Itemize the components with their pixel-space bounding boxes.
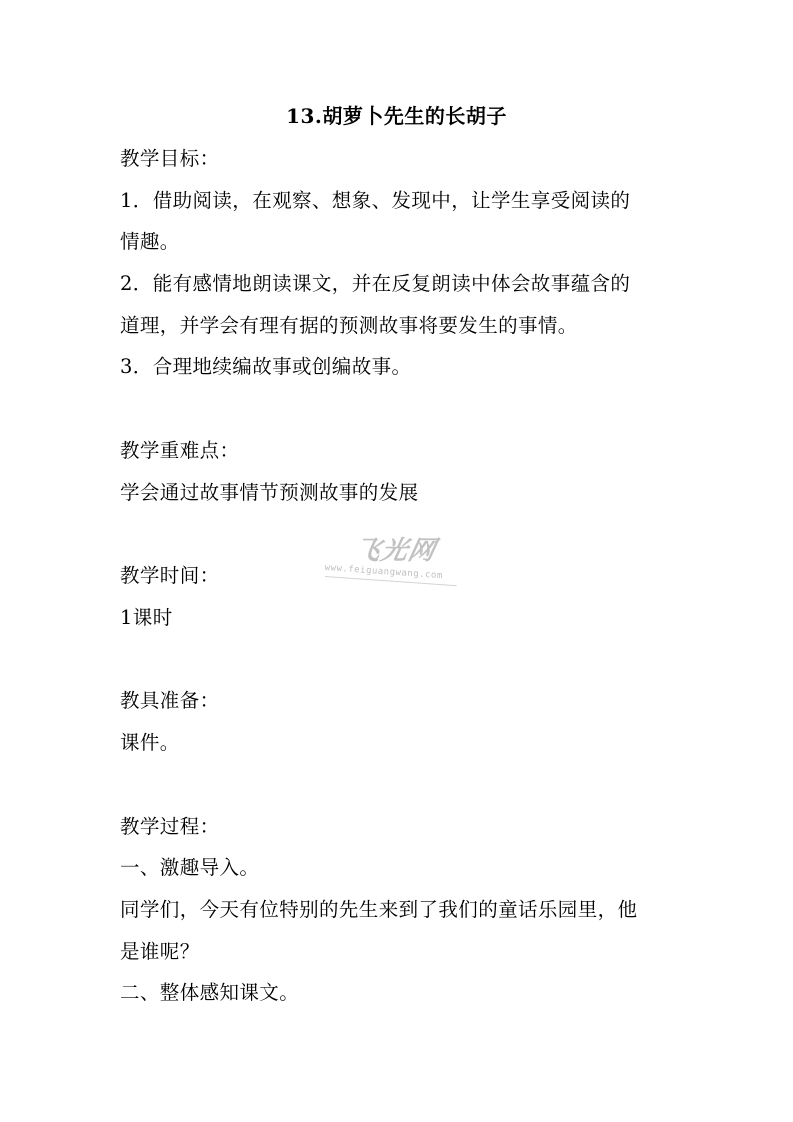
section-heading-teaching-process: 教学过程： <box>120 815 220 838</box>
teaching-aids-text: 课件。 <box>120 731 180 754</box>
section-heading-teaching-aids: 教具准备： <box>120 689 220 712</box>
key-points-text: 学会通过故事情节预测故事的发展 <box>120 481 419 504</box>
teaching-time-text: 1课时 <box>120 606 173 629</box>
process-step-1-heading: 一、激趣导入。 <box>120 856 260 879</box>
process-step-2-heading: 二、整体感知课文。 <box>120 981 300 1004</box>
section-heading-objectives: 教学目标： <box>120 147 220 170</box>
objective-2-line-1: 2．能有感情地朗读课文，并在反复朗读中体会故事蕴含的 <box>120 272 631 295</box>
objective-2-line-2: 道理，并学会有理有据的预测故事将要发生的事情。 <box>120 314 578 337</box>
watermark-logo <box>325 530 465 590</box>
objective-3: 3．合理地续编故事或创编故事。 <box>120 355 412 378</box>
objective-1-line-1: 1．借助阅读，在观察、想象、发现中，让学生享受阅读的 <box>120 189 631 212</box>
document-title: 13.胡萝卜先生的长胡子 <box>286 104 507 128</box>
section-heading-teaching-time: 教学时间： <box>120 564 220 587</box>
process-step-1-text-line-2: 是谁呢？ <box>120 940 200 963</box>
section-heading-key-points: 教学重难点： <box>120 439 240 462</box>
objective-1-line-2: 情趣。 <box>120 230 180 253</box>
process-step-1-text-line-1: 同学们，今天有位特别的先生来到了我们的童话乐园里，他 <box>120 898 638 921</box>
watermark-url: www.feiguangwang.com <box>324 563 444 582</box>
watermark-logo-text: 飞光网 <box>351 536 439 566</box>
